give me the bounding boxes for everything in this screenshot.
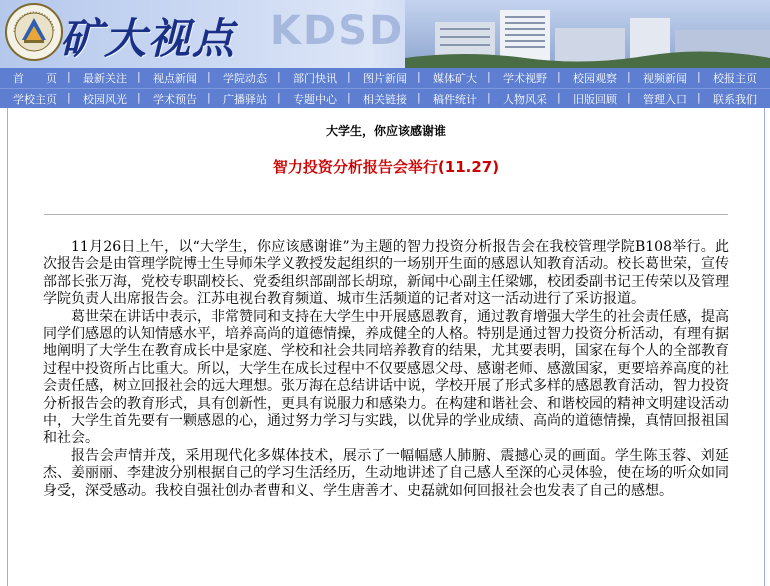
column-title: 大学生，你应该感谢谁 [325,124,446,138]
nav-article-stats[interactable]: | 稿件统计 [420,91,490,107]
kdsd-watermark: KDSD [270,8,405,54]
nav-radio-station[interactable]: | 广播驿站 [210,91,280,107]
nav-topic-center[interactable]: | 专题中心 [280,91,350,107]
nav-contact-us[interactable]: | 联系我们 [700,91,770,107]
nav-video-news[interactable]: | 视频新闻 [630,70,700,86]
article-body [43,239,729,500]
nav-newspaper-home[interactable]: | 校报主页 [700,70,770,86]
nav-media[interactable]: | 媒体矿大 [420,70,490,86]
nav-college-news[interactable]: | 学院动态 [210,70,280,86]
article-title: 智力投资分析报告会举行(11.27) [272,158,500,176]
nav-home[interactable]: 首 页 [13,72,57,85]
article-panel [7,108,765,586]
nav-latest-focus[interactable]: | 最新关注 [70,70,140,86]
nav-related-links[interactable]: | 相关链接 [350,91,420,107]
nav-academic-vision[interactable]: | 学术视野 [490,70,560,86]
main-nav [0,68,770,108]
article-paragraph-2: 葛世荣在讲话中表示，非常赞同和支持在大学生中开展感恩教育，通过教育增强大学生的社会责任感，提高同学们感恩的认知情感水平，培养高尚的道德情操，养成健全的人格。特别是通过智力投资分析活动，有理有据地阐明了大学生在教育成长中是家庭、学校和社会共同培养教育的结果，尤其要表明，国家在每个人的全部教育过程中投资所占比重大。所以，大学生在成长过程中不仅要感恩父母、感谢老师、感激国家，更要培养高度的社会责任感，树立回报社会的远大理想。张万海在总结讲话中说，学校开展了形式多样的感恩教育活动，智力投资分析报告会的教育形式，具有创新性，更具有说服力和感染力。在构建和谐社会、和谐校园的精神文明建设活动中，大学生首先要有一颗感恩的心，通过努力学习与实践，以优异的学业成绩、高尚的道德情操，真情回报祖国和社会。 [43,308,729,447]
nav-admin-entry[interactable]: | 管理入口 [630,91,700,107]
nav-academic-preview[interactable]: | 学术预告 [140,91,210,107]
university-seal-logo [4,2,64,62]
nav-campus-scenery[interactable]: | 校园风光 [70,91,140,107]
article-paragraph-3: 报告会声情并茂，采用现代化多媒体技术，展示了一幅幅感人肺腑、震撼心灵的画面。学生陈玉蓉、刘延杰、姜丽丽、李建波分别根据自己的学习生活经历，生动地讲述了自己感人至深的心灵体验，使在场的听众如同身受，深受感动。我校自强社创办者曹和义、学生唐善才、史磊就如何回报社会也发表了自己的感想。 [43,447,729,499]
nav-row-2 [0,88,770,108]
article-paragraph-1: 11月26日上午，以“大学生，你应该感谢谁”为主题的智力投资分析报告会在我校管理学院B108举行。此次报告会是由管理学院博士生导师朱学义教授发起组织的一场别开生面的感恩认知教育活动。校长葛世荣，宣传部部长张万海，党校专职副校长、党委组织部副部长胡琼，新闻中心副主任梁娜，校团委副书记王传荣以及管理学院负责人出席报告会。江苏电视台教育频道、城市生活频道的记者对这一活动进行了采访报道。 [43,239,729,308]
nav-people[interactable]: | 人物风采 [490,91,560,107]
nav-campus-observation[interactable]: | 校园观察 [560,70,630,86]
site-banner [0,0,770,68]
nav-old-version[interactable]: | 旧版回顾 [560,91,630,107]
nav-viewpoint-news[interactable]: | 视点新闻 [140,70,210,86]
nav-row-1 [0,68,770,88]
nav-department-news[interactable]: | 部门快讯 [280,70,350,86]
title-divider [44,214,728,215]
site-title-logo: 矿大视点 [60,14,237,63]
campus-photo [405,0,770,68]
nav-school-home[interactable]: 学校主页 [13,92,57,106]
nav-photo-news[interactable]: | 图片新闻 [350,70,420,86]
